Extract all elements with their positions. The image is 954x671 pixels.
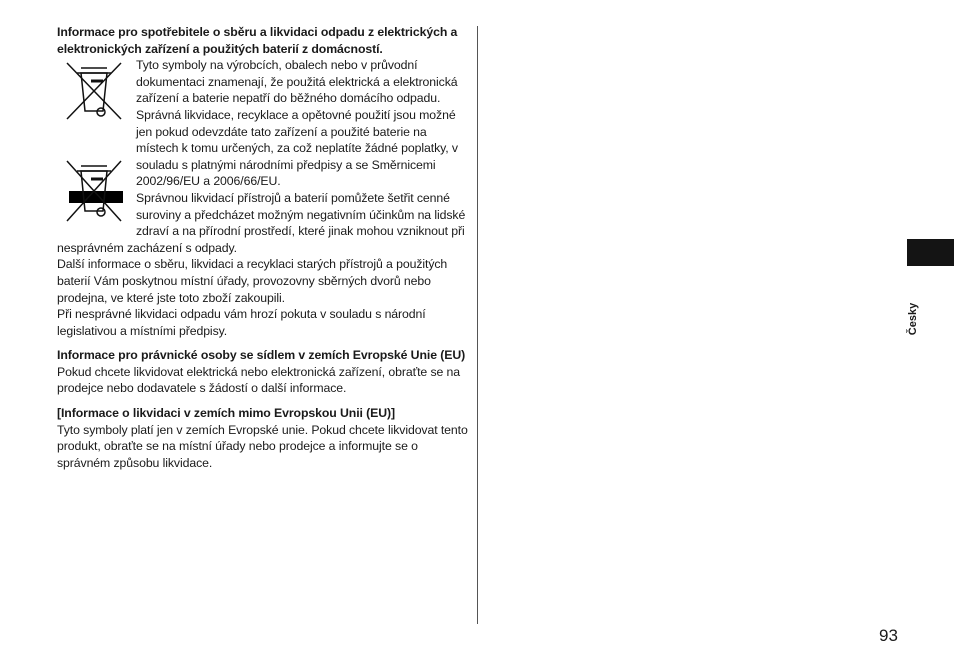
- proper-disposal-text: Správná likvidace, recyklace a opětovné použití jsou možné jen pokud odevzdáte tato zařízení a použité baterie na místech k tomu určených, za což neplatíte žádné poplatky, v souladu s platnými národními předpisy a se Směrnicemi 2002/96/EU a 2006/66/EU.: [136, 107, 458, 189]
- business-users-text: Pokud chcete likvidovat elektrická nebo elektronická zařízení, obraťte se na prodejce nebo dodavatele s žádostí o další informace.: [57, 364, 461, 396]
- outside-eu-text: Tyto symboly platí jen v zemích Evropské unie. Pokud chcete likvidovat tento produkt, obraťte se na místní úřady nebo prodejce a informujte se o správném způsobu likvidace.: [57, 422, 468, 470]
- language-label: Česky: [907, 302, 919, 336]
- penalty-text: Při nesprávné likvidaci odpadu vám hrozí pokuta v souladu s národní legislativou a místními předpisy.: [57, 307, 426, 338]
- outside-eu-heading: [Informace o likvidaci v zemích mimo Evropskou Unii (EU)]: [57, 406, 396, 421]
- resources-saving-text: Správnou likvidací přístrojů a baterií pomůžete šetřit cenné suroviny a předcházet možným negativním účinkům na lidské zdraví a na přírodní prostředí, které jinak mohou vzniknout při nesprávném zacházení s odpady.: [57, 190, 466, 255]
- column-divider: [477, 26, 478, 624]
- business-users-heading: Informace pro právnické osoby se sídlem v zemích Evropské Unie (EU): [57, 348, 466, 363]
- page-number: 93: [879, 626, 898, 645]
- symbols-meaning-text: Tyto symboly na výrobcích, obalech nebo v průvodní dokumentaci znamenají, že použitá elektrická a elektronická zařízení a baterie nepatří do běžného domácího odpadu.: [136, 58, 458, 106]
- further-info-text: Další informace o sběru, likvidaci a recyklaci starých přístrojů a použitých baterií Vám poskytnou místní úřady, provozovny sběrných dvorů nebo prodejna, ve které jste toto zboží zakoupili.: [57, 257, 448, 305]
- left-column: [57, 24, 471, 471]
- consumer-info-heading: Informace pro spotřebitele o sběru a likvidaci odpadu z elektrických a elektronických zařízení a použitých baterií z domácností.: [57, 25, 458, 56]
- language-tab-marker: [907, 239, 954, 266]
- crossed-out-bin-icon: [63, 59, 125, 121]
- crossed-out-bin-icon: [63, 155, 125, 225]
- symbols-block: [57, 57, 129, 225]
